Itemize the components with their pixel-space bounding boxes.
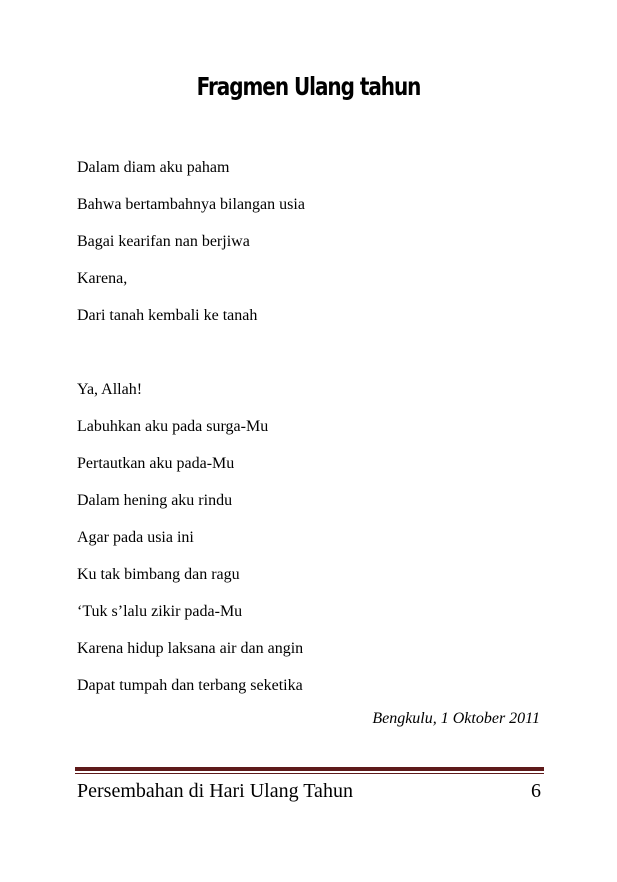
- poem-line: Ya, Allah!: [77, 381, 143, 398]
- poem-line: ‘Tuk s’lalu zikir pada-Mu: [77, 603, 243, 620]
- poem-line: Bahwa bertambahnya bilangan usia: [77, 196, 305, 213]
- poem-line: Dapat tumpah dan terbang seketika: [77, 677, 303, 694]
- poem-line: Dalam diam aku paham: [77, 159, 230, 176]
- poem-title: Fragmen Ulang tahun: [196, 72, 421, 101]
- poem-line: Bagai kearifan nan berjiwa: [77, 233, 250, 250]
- page-number: 6: [531, 780, 541, 802]
- poem-line: Ku tak bimbang dan ragu: [77, 566, 240, 583]
- poem-line: Pertautkan aku pada-Mu: [77, 455, 235, 472]
- poem-line: Karena hidup laksana air dan angin: [77, 640, 304, 657]
- poem-line: Agar pada usia ini: [77, 529, 194, 546]
- footer-book-title: Persembahan di Hari Ulang Tahun: [77, 780, 353, 802]
- stanza-2: [77, 379, 547, 712]
- stanza-1: [77, 157, 547, 342]
- poem-line: Karena,: [77, 270, 128, 287]
- poem-line: Dalam hening aku rindu: [77, 492, 233, 509]
- poem-line: Dari tanah kembali ke tanah: [77, 307, 258, 324]
- signature-date: Bengkulu, 1 Oktober 2011: [372, 710, 540, 727]
- poem-line: Labuhkan aku pada surga-Mu: [77, 418, 269, 435]
- poem-body: [77, 157, 547, 712]
- footer-rule-thin: [75, 773, 544, 774]
- footer-rule-thick: [75, 767, 544, 771]
